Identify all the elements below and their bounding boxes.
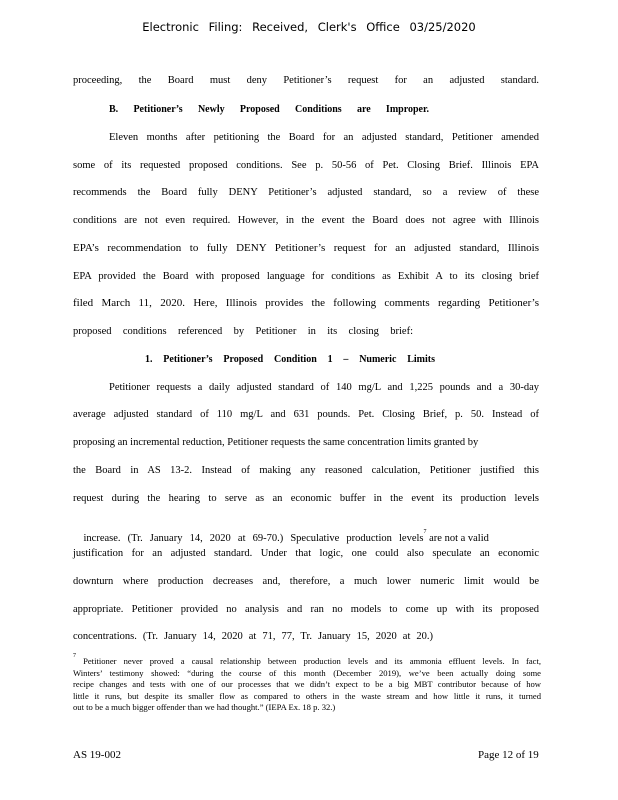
body-line: justification for an adjusted standard. Under that logic, one could also speculate an economic bbox=[73, 548, 539, 559]
body-line: EPA provided the Board with proposed language for conditions as Exhibit A to its closing brief bbox=[73, 271, 539, 282]
footnote-ref[interactable]: 7 bbox=[423, 529, 427, 535]
body-line: conditions are not even required. However, in the event the Board does not agree with Illinois bbox=[73, 215, 539, 226]
body-line: recommends the Board fully DENY Petitioner’s adjusted standard, so a review of these bbox=[73, 187, 539, 198]
footnote-line bbox=[73, 653, 541, 668]
footnote-line: out to be a much bigger offender than we had thought.” (IEPA Ex. 18 p. 32.) bbox=[73, 702, 336, 713]
page-number: Page 12 of 19 bbox=[478, 749, 539, 761]
footnote-line: little it runs, but despite its smaller flow as compared to others in the waste stream and how little it runs, it turned bbox=[73, 690, 541, 701]
body-line: EPA’s recommendation to fully DENY Petitioner’s request for an adjusted standard, Illinois bbox=[73, 242, 539, 254]
body-line: proposing an incremental reduction, Petitioner requests the same concentration limits granted by bbox=[73, 437, 479, 448]
body-line-text: are not a valid bbox=[426, 533, 489, 544]
body-line: request during the hearing to serve as an economic buffer in the event its production levels bbox=[73, 493, 539, 504]
subsection-heading-1: 1. Petitioner’s Proposed Condition 1 – Numeric Limits bbox=[145, 354, 435, 365]
footnote-line: recipe changes and tests with one of our processes that we didn’t expect to be a big MBT contributor because of how bbox=[73, 679, 541, 690]
footnote-line: Winters’ testimony showed: “during the course of this month (December 2019), we’ve been actually doing some bbox=[73, 667, 541, 678]
body-line-text: increase. (Tr. January 14, 2020 at 69-70.) Speculative production levels bbox=[83, 533, 424, 544]
section-heading-b: B. Petitioner’s Newly Proposed Conditions are Improper. bbox=[109, 104, 429, 115]
footnote-text: Petitioner never proved a causal relationship between production levels and its ammonia effluent levels. In fact, bbox=[76, 656, 541, 666]
body-line: filed March 11, 2020. Here, Illinois provides the following comments regarding Petitioner’s bbox=[73, 297, 539, 309]
body-line: Eleven months after petitioning the Board for an adjusted standard, Petitioner amended bbox=[109, 132, 539, 143]
body-line: some of its requested proposed conditions. See p. 50-56 of Pet. Closing Brief. Illinois EPA bbox=[73, 160, 539, 171]
body-line: downturn where production decreases and, therefore, a much lower numeric limit would be bbox=[73, 576, 539, 587]
body-line: Petitioner requests a daily adjusted standard of 140 mg/L and 1,225 pounds and a 30-day bbox=[109, 382, 539, 393]
body-line: proceeding, the Board must deny Petitioner’s request for an adjusted standard. bbox=[73, 75, 539, 86]
body-line: proposed conditions referenced by Petitioner in its closing brief: bbox=[73, 326, 413, 337]
body-line: appropriate. Petitioner provided no analysis and ran no models to come up with its proposed bbox=[73, 604, 539, 615]
case-number: AS 19-002 bbox=[73, 749, 121, 761]
footnote-marker: 7 bbox=[73, 653, 76, 659]
body-line: the Board in AS 13-2. Instead of making any reasoned calculation, Petitioner justified this bbox=[73, 465, 539, 476]
footnote bbox=[73, 653, 541, 714]
body-line: average adjusted standard of 110 mg/L and 631 pounds. Pet. Closing Brief, p. 50. Instead of bbox=[73, 409, 539, 420]
filing-header: Electronic Filing: Received, Clerk's Office 03/25/2020 bbox=[142, 20, 476, 34]
body-line: concentrations. (Tr. January 14, 2020 at 71, 77, Tr. January 15, 2020 at 20.) bbox=[73, 631, 433, 642]
